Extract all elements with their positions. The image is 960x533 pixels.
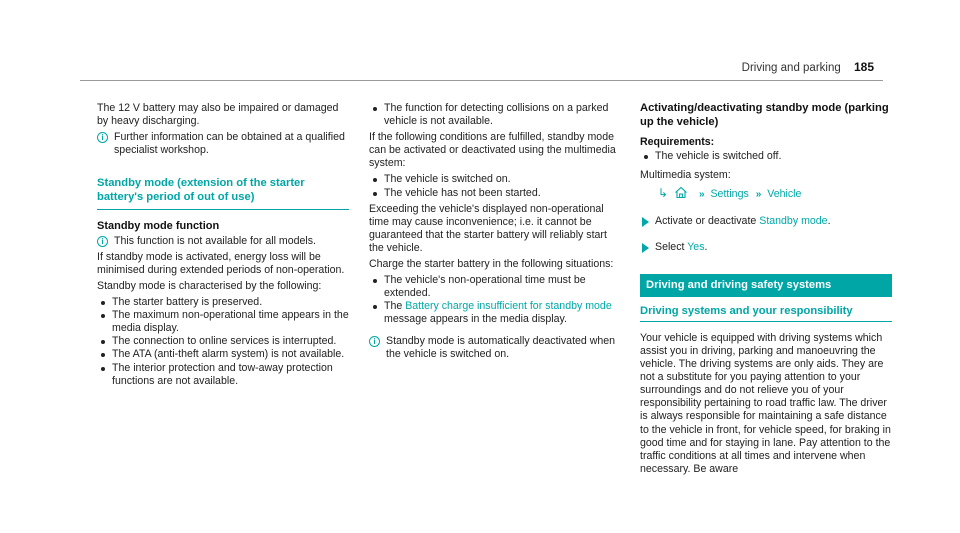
home-icon <box>674 186 688 199</box>
column-left <box>97 102 349 391</box>
list-item: The maximum non-operational time appears in the media display. <box>97 309 349 335</box>
list-item-suffix: message appears in the media display. <box>384 313 567 326</box>
step-text: Activate or deactivate <box>655 215 757 228</box>
instruction-step <box>640 241 892 254</box>
display-message: Battery charge insufficient for standby mode <box>405 300 612 313</box>
header-rule <box>80 80 883 81</box>
chevron-right-icon: » <box>698 189 705 201</box>
step-option: Yes <box>687 240 705 253</box>
info-note-text: Standby mode is automatically deactivated when the vehicle is switched on. <box>386 334 616 360</box>
page-number: 185 <box>853 60 874 74</box>
intro-paragraph: The 12 V battery may also be impaired or damaged by heavy discharging. <box>97 102 339 128</box>
feature-list <box>97 296 349 388</box>
column-middle <box>369 102 621 364</box>
list-item: The vehicle is switched on. <box>369 173 621 186</box>
paragraph: If the following conditions are fulfilled, standby mode can be activated or deactivated using the multimedia system: <box>369 131 616 170</box>
step-punctuation: . <box>827 215 831 228</box>
list-item: The connection to online services is interrupted. <box>97 335 349 348</box>
list-item: The ATA (anti-theft alarm system) is not available. <box>97 348 349 361</box>
condition-list <box>369 173 621 199</box>
step-option: Standby mode <box>759 215 828 228</box>
menu-path <box>640 185 892 203</box>
list-item: The vehicle has not been started. <box>369 187 621 200</box>
section-heading-standby: Standby mode (extension of the starter battery's period of out of use) <box>97 177 349 209</box>
info-icon: i <box>369 336 380 347</box>
path-arrow-icon: ↳ <box>658 186 669 201</box>
path-label: Multimedia system: <box>640 169 731 182</box>
list-item <box>369 300 621 326</box>
info-icon: i <box>97 236 108 247</box>
path-settings: Settings <box>710 188 749 201</box>
situation-list <box>369 274 621 326</box>
chapter-band: Driving and driving safety systems <box>640 274 892 297</box>
step-arrow-icon <box>642 243 649 253</box>
task-heading: Activating/deactivating standby mode (parking up the vehicle) <box>640 102 889 128</box>
info-note <box>97 235 349 248</box>
paragraph: Charge the starter battery in the following situations: <box>369 258 614 271</box>
list-item: The vehicle is switched off. <box>640 150 892 163</box>
sub-heading-standby-function: Standby mode function <box>97 219 220 232</box>
requirements-list <box>640 150 892 163</box>
paragraph: If standby mode is activated, energy loss will be minimised during extended periods of non-operation. <box>97 250 345 276</box>
info-icon: i <box>97 132 108 143</box>
step-text: Select <box>655 240 685 253</box>
list-item: The function for detecting collisions on a parked vehicle is not available. <box>369 102 621 128</box>
header-section-title: Driving and parking <box>741 62 841 74</box>
list-item: The interior protection and tow-away protection functions are not available. <box>97 362 349 388</box>
list-item: The vehicle's non-operational time must be extended. <box>369 274 621 300</box>
feature-list <box>369 102 621 128</box>
running-header <box>742 60 874 74</box>
list-item: The starter battery is preserved. <box>97 296 349 309</box>
paragraph: Exceeding the vehicle's displayed non-operational time may cause inconvenience; i.e. it cannot be guaranteed that the starter battery will reliably start the vehicle. <box>369 202 607 254</box>
section-heading-responsibility: Driving systems and your responsibility <box>640 305 892 322</box>
requirements-heading: Requirements: <box>640 136 715 149</box>
instruction-step <box>640 215 892 228</box>
info-note-text: Further information can be obtained at a qualified specialist workshop. <box>114 131 345 157</box>
info-note-text: This function is not available for all models. <box>114 234 316 247</box>
info-note <box>97 131 349 157</box>
body-paragraph: Your vehicle is equipped with driving systems which assist you in driving, parking and manoeuvring the vehicle. The driving systems are only aids. They are not a substitute for you paying attention to your surroundings and do not relieve you of your responsibility pertaining to road traffic law. The driver is always responsible for maintaining a safe distance to the vehicle in front, for vehicle speed, for braking in good time and for staying in lane. Pay attention to the traffic conditions at all times and intervene when necessary. Be aware <box>640 331 891 475</box>
paragraph: Standby mode is characterised by the following: <box>97 279 322 292</box>
chevron-right-icon: » <box>755 189 762 201</box>
info-note <box>369 335 621 361</box>
step-punctuation: . <box>704 240 708 253</box>
path-vehicle: Vehicle <box>767 188 802 201</box>
list-item-prefix: The <box>384 300 403 313</box>
column-right <box>640 102 892 479</box>
step-arrow-icon <box>642 217 649 227</box>
